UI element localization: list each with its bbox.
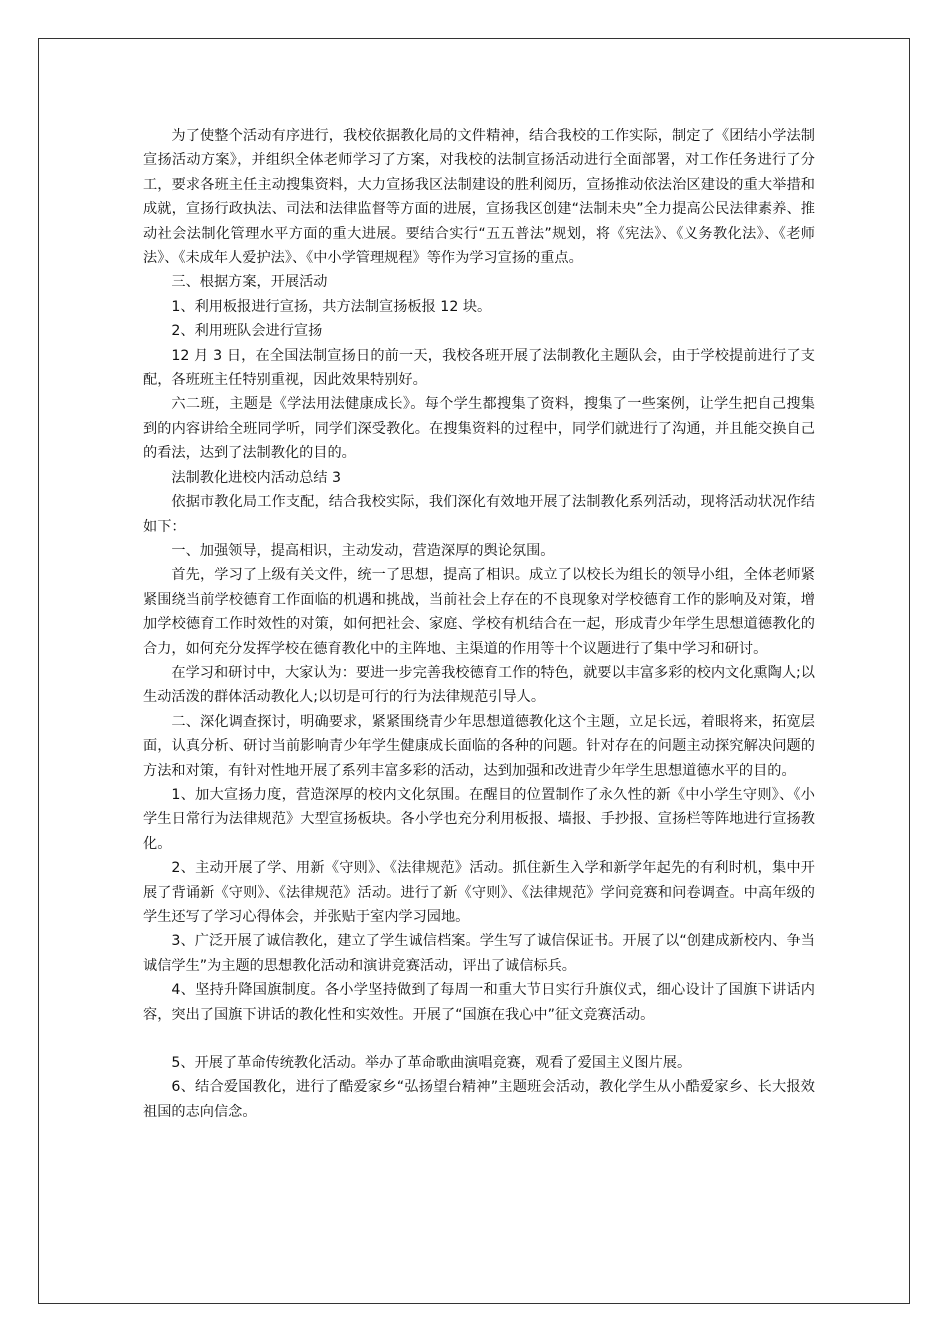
paragraph-study-discussion: 在学习和研讨中，大家认为：要进一步完善我校德育工作的特色，就要以丰富多彩的校内文化熏陶人;以生动活泼的群体活动教化人;以切是可行的行为法律规范引导人。 <box>143 664 815 706</box>
list-item-revolutionary: 5、开展了革命传统教化活动。举办了革命歌曲演唱竞赛，观看了爱国主义图片展。 <box>171 1055 692 1072</box>
list-item-integrity: 3、广泛开展了诚信教化，建立了学生诚信档案。学生写了诚信保证书。开展了以“创建成新校内、争当诚信学生”为主题的思想教化活动和演讲竞赛活动，评出了诚信标兵。 <box>143 933 815 974</box>
paragraph-first-study: 首先，学习了上级有关文件，统一了思想，提高了相识。成立了以校长为组长的领导小组，全体老师紧紧围绕当前学校德育工作面临的机遇和挑战，当前社会上存在的不良现象对学校德育工作的影响及对策，增加学校德育工作时效性的对策，如何把社会、家庭、学校有机结合在一起，形成青少年学生思想道德教化的合力，如何充分发挥学校在德育教化中的主阵地、主渠道的作用等十个议题进行了集中学习和研讨。 <box>143 567 815 657</box>
heading-section-two: 二、深化调查探讨，明确要求，紧紧围绕青少年思想道德教化这个主题，立足长远，着眼将来，拓宽层面，认真分析、研讨当前影响青少年学生健康成长面临的各种的问题。针对存在的问题主动探究解决问题的方法和对策，有针对性地开展了系列丰富多彩的活动，达到加强和改进青少年学生思想道德水平的目的。 <box>143 713 815 779</box>
list-item-flag-ceremony: 4、坚持升降国旗制度。各小学坚持做到了每周一和重大节日实行升旗仪式，细心设计了国旗下讲话内容，突出了国旗下讲话的教化性和实效性。开展了“国旗在我心中”征文竞赛活动。 <box>143 982 815 1023</box>
paragraph-activity-plan: 为了使整个活动有序进行，我校依据教化局的文件精神，结合我校的工作实际，制定了《团结小学法制宣扬活动方案》，并组织全体老师学习了方案，对我校的法制宣扬活动进行全面部署，对工作任务进行了分工，要求各班主任主动搜集资料，大力宣扬我区法制建设的胜利阅历，宣扬推动依法治区建设的重大举措和成就，宣扬行政执法、司法和法律监督等方面的进展，宣扬我区创建“法制未央”全力提高公民法律素养、推动社会法制化管理水平方面的重大进展。要结合实行“五五普法”规划，将《宪法》、《义务教化法》、《老师法》、《未成年人爱护法》、《中小学管理规程》等作为学习宣扬的重点。 <box>143 128 815 267</box>
list-item-patriotic: 6、结合爱国教化，进行了酷爱家乡“弘扬望台精神”主题班会活动，教化学生从小酷爱家乡、长大报效祖国的志向信念。 <box>143 1079 815 1120</box>
list-item-code-activity: 2、主动开展了学、用新《守则》、《法律规范》活动。抓住新生入学和新学年起先的有利时机，集中开展了背诵新《守则》、《法律规范》活动。进行了新《守则》、《法律规范》学问竞赛和问卷调查。中高年级的学生还写了学习心得体会，并张贴于室内学习园地。 <box>143 860 815 925</box>
list-item-class-meeting: 2、利用班队会进行宣扬 <box>171 323 323 340</box>
list-item-blackboard: 1、利用板报进行宣扬，共方法制宣扬板报 12 块。 <box>171 298 492 315</box>
document-body <box>143 124 815 1124</box>
paragraph-class-six-two: 六二班，主题是《学法用法健康成长》。每个学生都搜集了资料，搜集了一些案例，让学生把自己搜集到的内容讲给全班同学听，同学们深受教化。在搜集资料的过程中，同学们就进行了沟通，并且能交换自己的看法，达到了法制教化的目的。 <box>143 396 815 462</box>
paragraph-dec-3: 12 月 3 日，在全国法制宣扬日的前一天，我校各班开展了法制教化主题队会，由于学校提前进行了支配，各班班主任特别重视，因此效果特别好。 <box>143 347 815 389</box>
paragraph-intro: 依据市教化局工作支配，结合我校实际，我们深化有效地开展了法制教化系列活动，现将活动状况作结如下： <box>143 494 815 535</box>
subtitle-summary-3: 法制教化进校内活动总结 3 <box>171 469 341 486</box>
heading-section-one: 一、加强领导，提高相识，主动发动，营造深厚的舆论氛围。 <box>171 542 555 559</box>
list-item-publicity: 1、加大宣扬力度，营造深厚的校内文化氛围。在醒目的位置制作了永久性的新《中小学生守则》、《小学生日常行为法律规范》大型宣扬板块。各小学也充分利用板报、墙报、手抄报、宣扬栏等阵地进行宣扬教化。 <box>143 786 815 852</box>
heading-section-three: 三、根据方案，开展活动 <box>171 274 328 291</box>
